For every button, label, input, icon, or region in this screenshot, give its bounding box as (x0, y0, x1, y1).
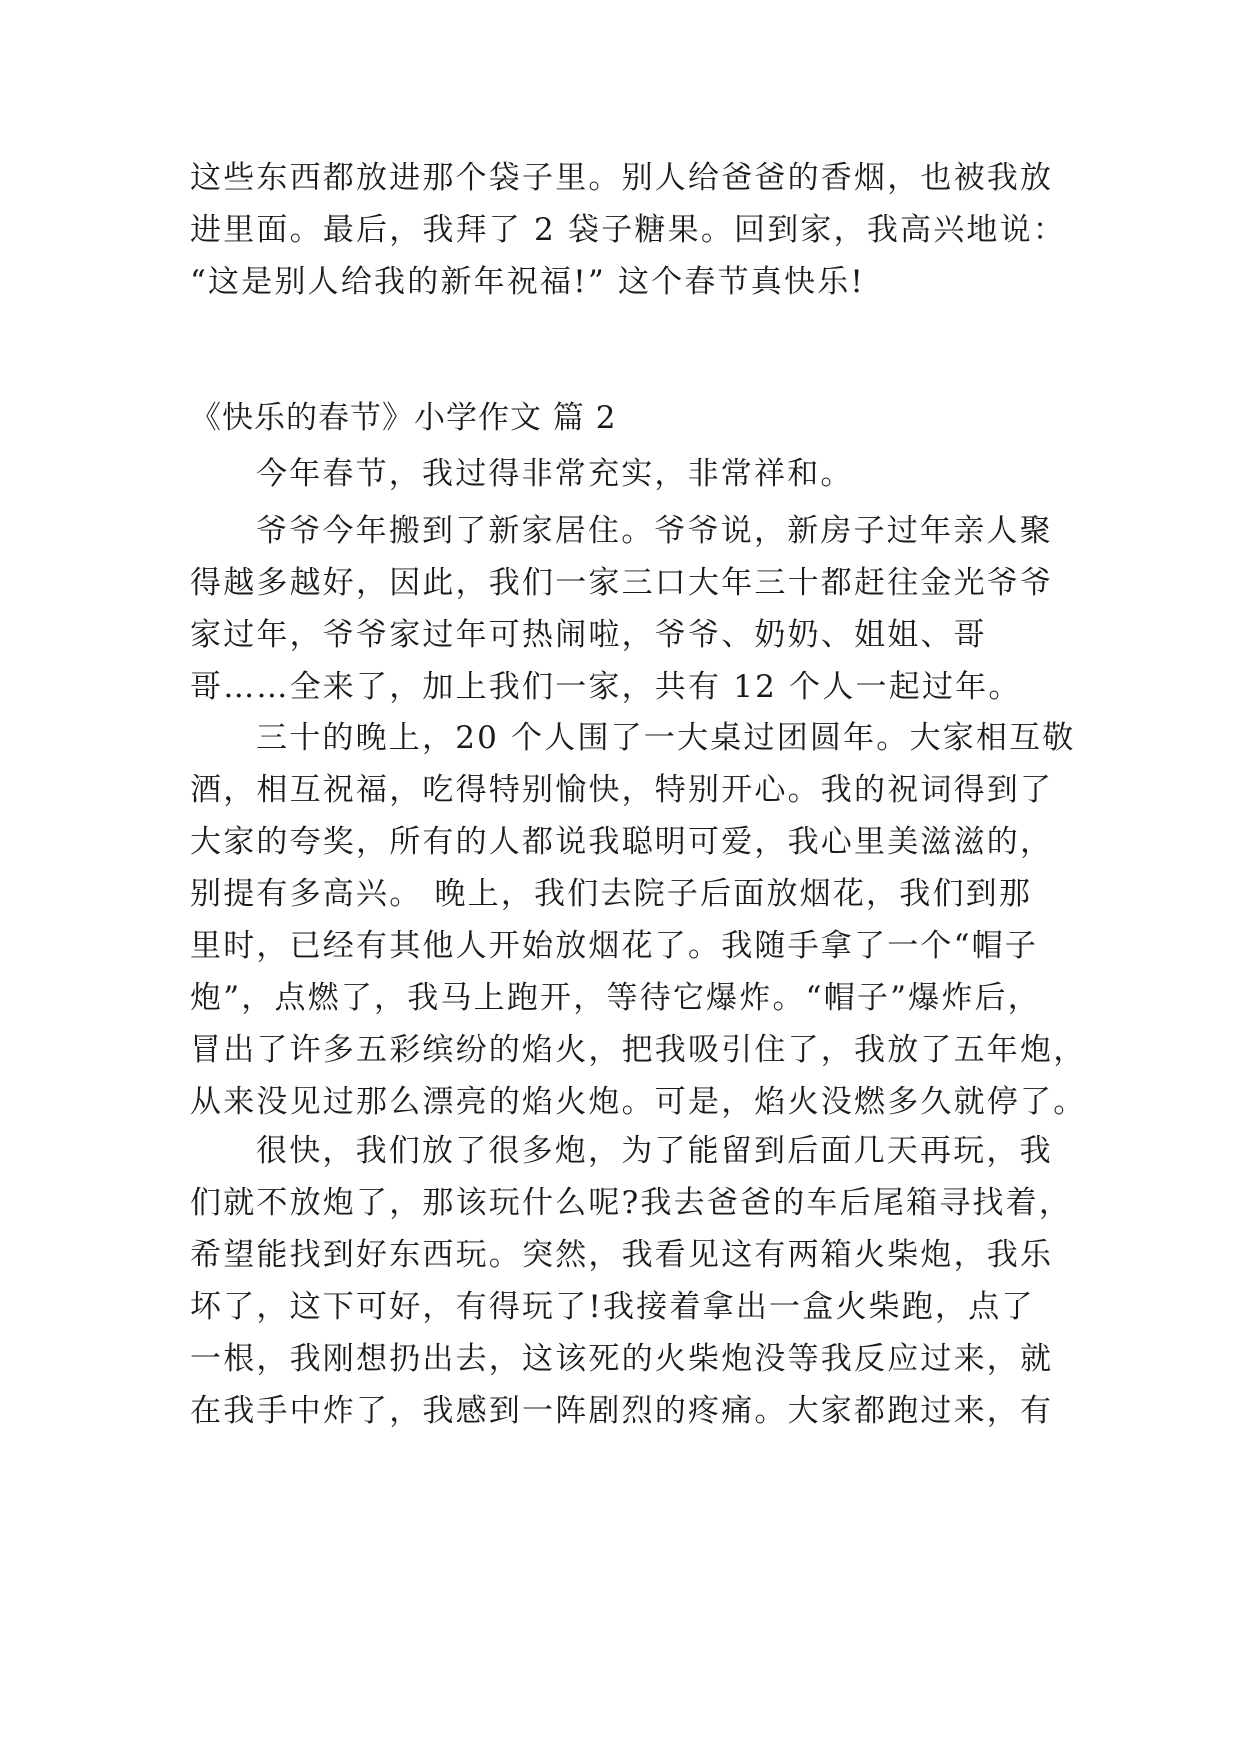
paragraph-1 (190, 448, 1050, 500)
text-line: 爷爷今年搬到了新家居住。爷爷说，新房子过年亲人聚 (256, 513, 1053, 549)
text-line: 家过年，爷爷家过年可热闹啦，爷爷、奶奶、姐姐、哥 (190, 617, 987, 653)
text-line: 在我手中炸了，我感到一阵剧烈的疼痛。大家都跑过来，有 (190, 1393, 1054, 1429)
text-line: 今年春节，我过得非常充实，非常祥和。 (256, 456, 854, 492)
text-line: 们就不放炮了，那该玩什么呢?我去爸爸的车后尾箱寻找着， (190, 1185, 1073, 1221)
text-line: 大家的夸奖，所有的人都说我聪明可爱，我心里美滋滋的， (190, 824, 1054, 860)
text-line: 一根，我刚想扔出去，这该死的火柴炮没等我反应过来，就 (190, 1341, 1054, 1377)
text-line: 哥……全来了，加上我们一家，共有 12 个人一起过年。 (190, 669, 1022, 705)
text-line: 得越多越好，因此，我们一家三口大年三十都赶往金光爷爷 (190, 565, 1054, 601)
text-line: 别提有多高兴。 晚上，我们去院子后面放烟花，我们到那 (190, 876, 1033, 912)
text-line: 进里面。最后，我拜了 2 袋子糖果。回到家，我高兴地说： (190, 212, 1067, 248)
paragraph-4 (190, 1125, 1073, 1437)
text-line: “这是别人给我的新年祝福!” 这个春节真快乐! (190, 264, 866, 300)
text-line: 酒，相互祝福，吃得特别愉快，特别开心。我的祝词得到了 (190, 772, 1054, 808)
text-line: 坏了，这下可好，有得玩了!我接着拿出一盒火柴跑，点了 (190, 1289, 1035, 1325)
paragraph-2 (190, 505, 1054, 713)
text-line: 很快，我们放了很多炮，为了能留到后面几天再玩，我 (256, 1133, 1053, 1169)
text-line: 这些东西都放进那个袋子里。别人给爸爸的香烟，也被我放 (190, 160, 1054, 196)
text-line: 三十的晚上，20 个人围了一大桌过团圆年。大家相互敬 (256, 720, 1076, 756)
paragraph-3 (190, 712, 1087, 1128)
text-line: 炮”，点燃了，我马上跑开，等待它爆炸。“帽子”爆炸后， (190, 980, 1041, 1016)
text-line: 冒出了许多五彩缤纷的焰火，把我吸引住了，我放了五年炮， (190, 1032, 1087, 1068)
essay-title: 《快乐的春节》小学作文 篇 2 (190, 400, 617, 436)
text-line: 里时，已经有其他人开始放烟花了。我随手拿了一个“帽子 (190, 928, 1039, 964)
text-line: 从来没见过那么漂亮的焰火炮。可是，焰火没燃多久就停了。 (190, 1084, 1087, 1120)
text-line: 希望能找到好东西玩。突然，我看见这有两箱火柴炮，我乐 (190, 1237, 1054, 1273)
continuation-paragraph (190, 152, 1067, 308)
